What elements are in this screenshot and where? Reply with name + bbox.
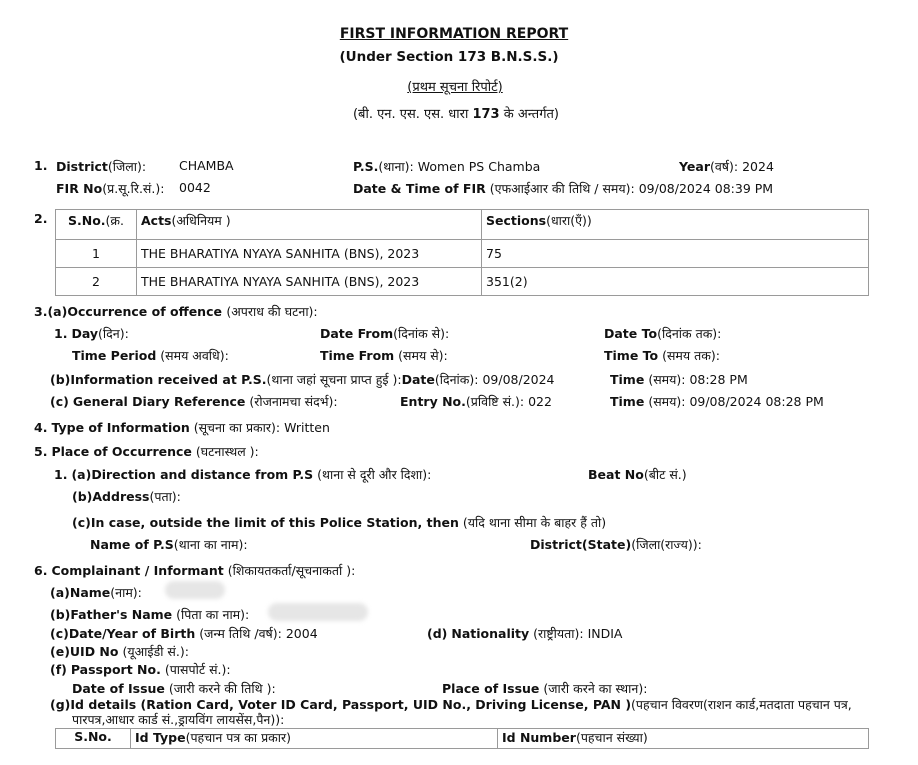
beat-no-field: Beat No(बीट सं.) <box>588 467 687 482</box>
year-field: Year(वर्ष): 2024 <box>679 159 774 174</box>
document-title: FIRST INFORMATION REPORT <box>339 26 569 42</box>
row-act: THE BHARATIYA NYAYA SANHITA (BNS), 2023 <box>137 268 482 296</box>
sec3-heading: 3.(a)Occurrence of offence (अपराध की घटना): <box>34 304 318 319</box>
issue-place-field: Place of Issue (जारी करने का स्थान): <box>442 681 648 696</box>
district-field: District(जिला): <box>56 159 147 174</box>
ps-field: P.S.(थाना): Women PS Chamba <box>353 159 541 174</box>
outside-limit-field: (c)In case, outside the limit of this Police Station, then (यदि थाना सीमा के बाहर हैं तो) <box>72 515 607 530</box>
date-to-field: Date To(दिनांक तक): <box>604 326 722 341</box>
row-section: 75 <box>482 240 869 268</box>
document-subtitle-hindi: (बी. एन. एस. एस. धारा 173 के अन्तर्गत) <box>352 107 559 122</box>
row-sno: 1 <box>56 240 137 268</box>
redacted-father-name <box>268 603 368 621</box>
district-state-field: District(State)(जिला(राज्य)): <box>530 537 702 552</box>
acts-table <box>55 209 869 296</box>
issue-date-field: Date of Issue (जारी करने की तिथि ): <box>72 681 276 696</box>
acts-header: Acts(अधिनियम ) <box>137 210 482 240</box>
row-act: THE BHARATIYA NYAYA SANHITA (BNS), 2023 <box>137 240 482 268</box>
uid-field: (e)UID No (यूआईडी सं.): <box>50 644 189 659</box>
father-name-field: (b)Father's Name (पिता का नाम): <box>50 607 250 622</box>
fir-no-field: FIR No(प्र.सू.रि.सं.): <box>56 181 165 196</box>
id-table-header <box>56 729 869 749</box>
time-period-field: Time Period (समय अवधि): <box>72 348 229 363</box>
fir-no-value: 0042 <box>179 180 211 195</box>
sec2-number: 2. <box>34 211 48 226</box>
id-type-header: Id Type(पहचान पत्र का प्रकार) <box>131 729 498 749</box>
passport-field: (f) Passport No. (पासपोर्ट सं.): <box>50 662 231 677</box>
entry-no-field: Entry No.(प्रविष्टि सं.): 022 <box>400 394 552 409</box>
dob-field: (c)Date/Year of Birth (जन्म तिथि /वर्ष): 2004 <box>50 626 318 641</box>
id-table <box>55 728 869 749</box>
sno-header: S.No.(क्र. <box>56 210 137 240</box>
date-from-field: Date From(दिनांक से): <box>320 326 450 341</box>
name-field: (a)Name(नाम): <box>50 585 142 600</box>
nationality-field: (d) Nationality (राष्ट्रीयता): INDIA <box>427 626 623 641</box>
id-details-field-hindi: पारपत्र,आधार कार्ड सं.,ड्रायविंग लायसेंस,पैन)): <box>72 712 285 727</box>
id-number-header: Id Number(पहचान संख्या) <box>498 729 869 749</box>
table-row <box>56 240 869 268</box>
direction-field: 1. (a)Direction and distance from P.S (थाना से दूरी और दिशा): <box>54 467 432 482</box>
table-row <box>56 268 869 296</box>
document-title-hindi: (प्रथम सूचना रिपोर्ट) <box>407 80 503 95</box>
info-time-field: Time (समय): 08:28 PM <box>610 372 748 387</box>
info-received-field: (b)Information received at P.S.(थाना जहां सूचना प्राप्त हुई ):Date(दिनांक): 09/08/2024 <box>50 372 555 387</box>
id-details-field: (g)Id details (Ration Card, Voter ID Card, Passport, UID No., Driving License, PAN )(पहचान विवरण(राशन कार्ड,मतदाता पहचान पत्र, <box>50 697 852 712</box>
time-to-field: Time To (समय तक): <box>604 348 720 363</box>
gd-reference-field: (c) General Diary Reference (रोजनामचा संदर्भ): <box>50 394 338 409</box>
document-subtitle: (Under Section 173 B.N.S.S.) <box>339 49 559 65</box>
sec1-number: 1. <box>34 158 48 173</box>
redacted-name <box>165 581 225 599</box>
row-section: 351(2) <box>482 268 869 296</box>
day-field: 1. Day(दिन): <box>54 326 129 341</box>
ps-name-field: Name of P.S(थाना का नाम): <box>90 537 248 552</box>
time-from-field: Time From (समय से): <box>320 348 448 363</box>
acts-table-header <box>56 210 869 240</box>
complainant-heading: 6. Complainant / Informant (शिकायतकर्ता/सूचनाकर्ता ): <box>34 563 356 578</box>
address-field: (b)Address(पता): <box>72 489 181 504</box>
gd-time-field: Time (समय): 09/08/2024 08:28 PM <box>610 394 824 409</box>
sections-header: Sections(धारा(एँ)) <box>482 210 869 240</box>
fir-datetime-field: Date & Time of FIR (एफआईआर की तिथि / समय): 09/08/2024 08:39 PM <box>353 181 774 196</box>
district-value: CHAMBA <box>179 158 234 173</box>
place-of-occurrence-heading: 5. Place of Occurrence (घटनास्थल ): <box>34 444 259 459</box>
info-type-field: 4. Type of Information (सूचना का प्रकार): Written <box>34 420 330 435</box>
id-sno-header: S.No. <box>56 729 131 749</box>
row-sno: 2 <box>56 268 137 296</box>
